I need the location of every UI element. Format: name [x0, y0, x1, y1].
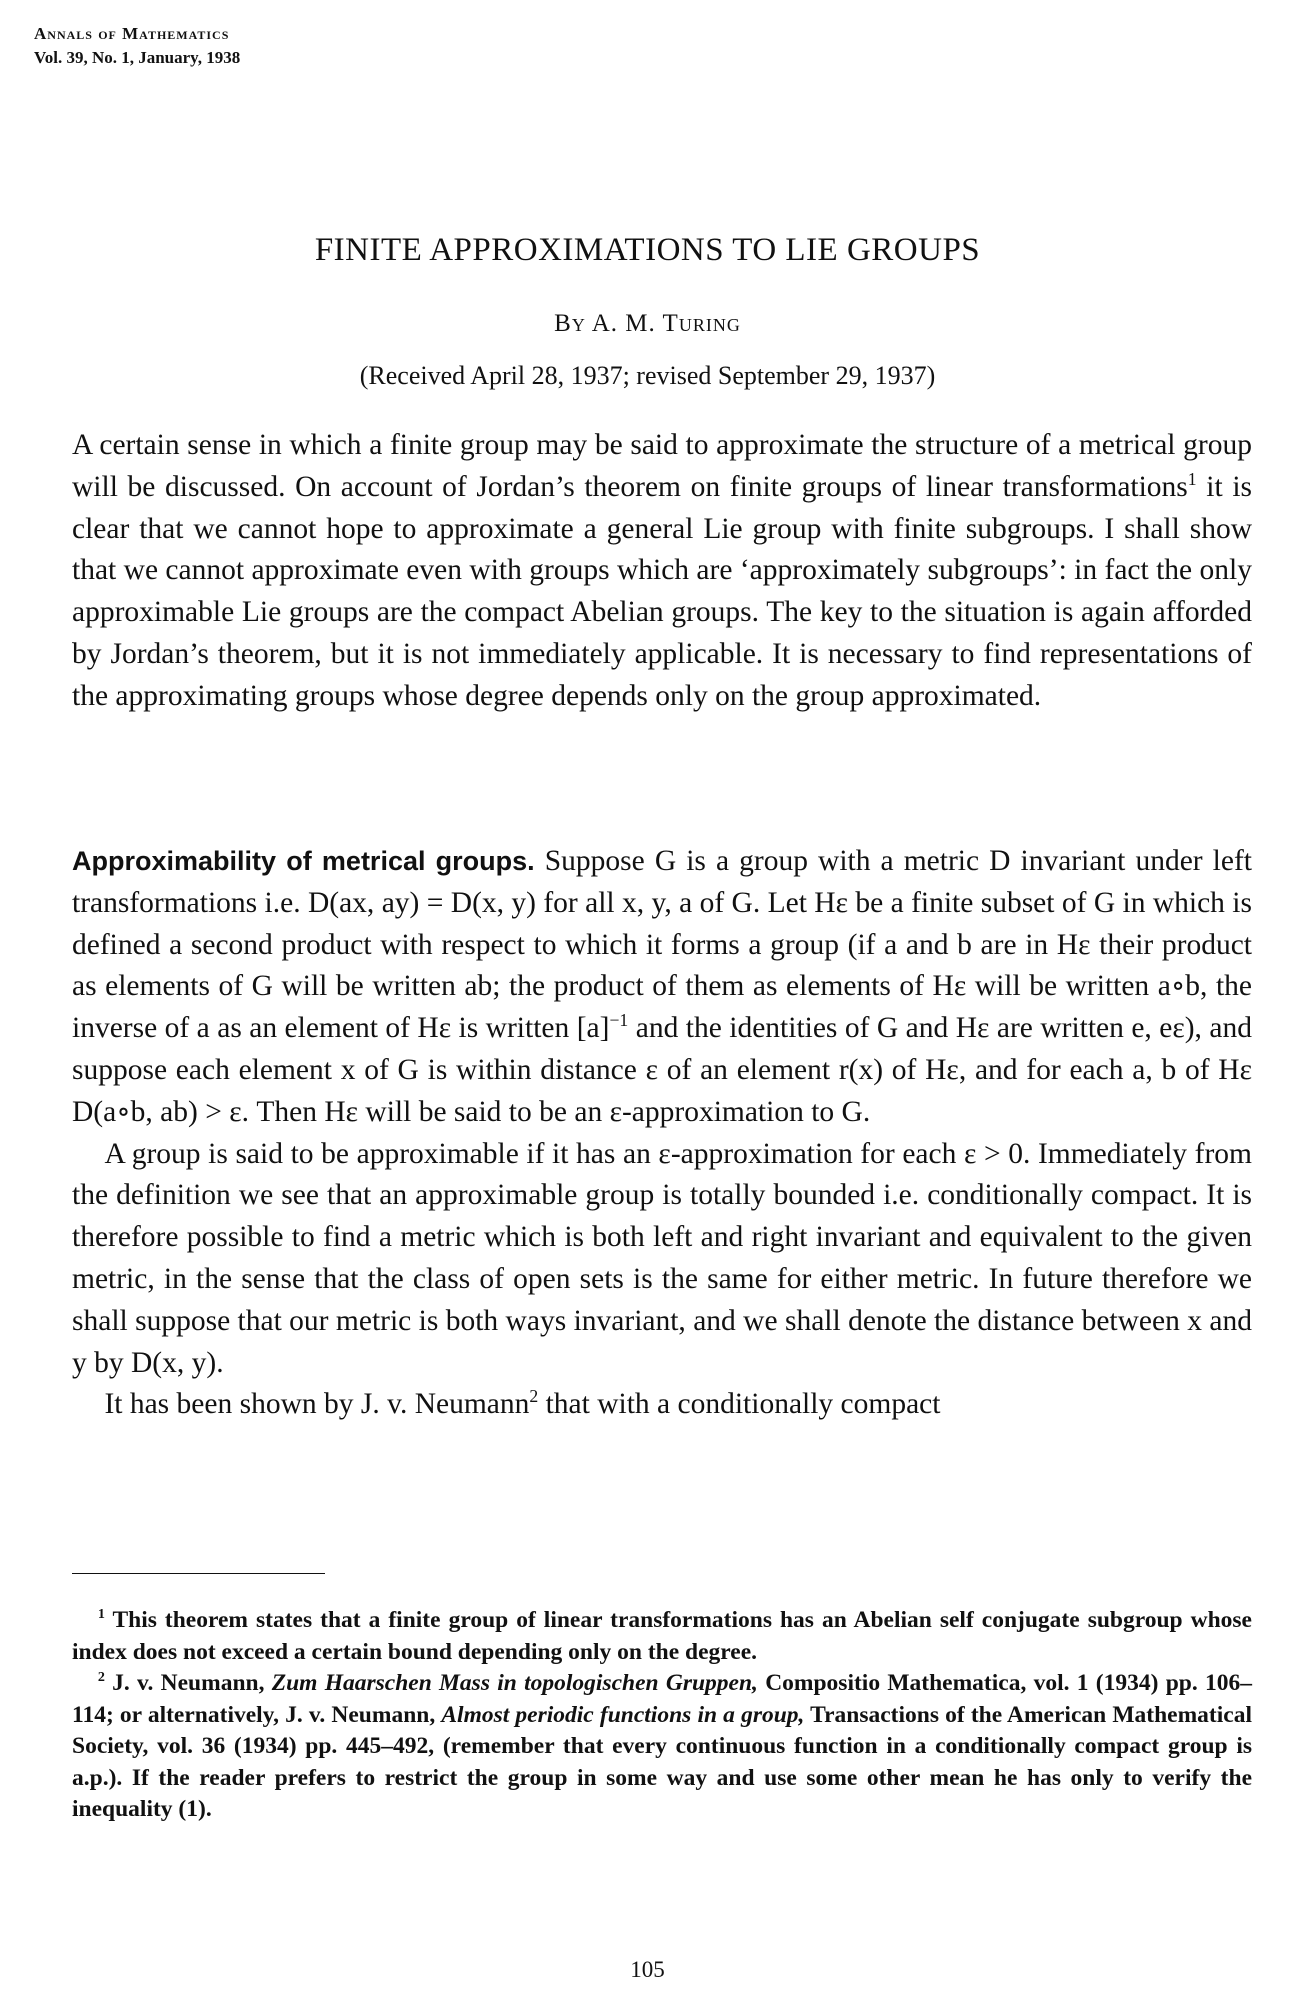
journal-issue: Vol. 39, No. 1, January, 1938	[34, 48, 241, 67]
inverse-superscript: −1	[609, 1010, 629, 1031]
footnote-2-title-2: Almost periodic functions in a group,	[441, 1701, 805, 1728]
footnotes	[72, 1605, 1252, 1826]
footnote-1	[72, 1605, 1252, 1668]
section-paragraph-3	[72, 1384, 1252, 1426]
section-paragraph-1	[72, 841, 1252, 1134]
footnote-2-text-b: Compositio Mathematica, vol. 1 (1934) pp. 106–114; or alternatively, J. v. Neumann,	[72, 1670, 1252, 1728]
abstract-text-b: it is clear that we cannot hope to approximate a general Lie group with finite subgroups. I shall show that we cannot approximate even with groups which are ‘approximately subgroups’: in fact the only approximable Lie groups are the compact Abelian groups. The key to the situation is again afforded by Jordan’s theorem, but it is not immediately applicable. It is necessary to find representations of the approximating groups whose degree depends only on the group approximated.	[72, 470, 1252, 712]
paper-title: FINITE APPROXIMATIONS TO LIE GROUPS	[314, 232, 981, 268]
p1-text-a: Suppose G is a group with a metric D invariant under left transformations i.e. D(ax, ay) = D(x, y) for all x, y, a of G. Let Hε be a finite subset of G in which is defined a second product with respect to which it forms a group (if a and b are in Hε their product as elements of G will be written ab; the product of them as elements of Hε will be written a∘b, the inverse of a as an element of Hε is written [a]	[72, 845, 1252, 1045]
footnote-1-number: 1	[97, 1606, 105, 1623]
journal-name: Annals of Mathematics	[34, 24, 230, 43]
p1-text-b: and the identities of G and Hε are written e, eε), and suppose each element x of G is within distance ε of an element r(x) of Hε, and for each a, b of Hε D(a∘b, ab) > ε. Then Hε will be said to be an ε-approximation to G.	[72, 1012, 1252, 1128]
footnote-ref-2: 2	[529, 1386, 539, 1407]
abstract-text	[72, 425, 1252, 718]
section-heading: Approximability of metrical groups.	[72, 846, 535, 876]
abstract-text-a: A certain sense in which a finite group may be said to approximate the structure of a metrical group will be discussed. On account of Jordan’s theorem on finite groups of linear transformations	[72, 429, 1252, 503]
footnote-2-text-a: J. v. Neumann,	[104, 1670, 272, 1696]
section-approximability	[72, 841, 1252, 1426]
footnote-2-number: 2	[97, 1669, 105, 1686]
section-paragraph-2: A group is said to be approximable if it has an ε-approximation for each ε > 0. Immediately from the definition we see that an approximable group is totally bounded i.e. conditionally compact. It is therefore possible to find a metric which is both left and right invariant and equivalent to the given metric, in the sense that the class of open sets is the same for either metric. In future therefore we shall suppose that our metric is both ways invariant, and we shall denote the distance between x and y by D(x, y).	[72, 1137, 1252, 1379]
page-number: 105	[630, 1957, 665, 1982]
footnote-2-text-c: Transactions of the American Mathematical Society, vol. 36 (1934) pp. 445–492, (remember that every continuous function in a conditionally compact group is a.p.). If the reader prefers to restrict the group in some way and use some other mean he has only to verify the inequality (1).	[72, 1701, 1252, 1822]
paper-author: By A. M. Turing	[554, 310, 741, 337]
p3-text-b: that with a conditionally compact	[538, 1388, 941, 1421]
footnote-2	[72, 1668, 1252, 1826]
p3-text-a: It has been shown by J. v. Neumann	[104, 1388, 530, 1421]
received-date: (Received April 28, 1937; revised September 29, 1937)	[359, 361, 936, 390]
journal-header	[34, 22, 240, 70]
footnote-1-text: This theorem states that a finite group of linear transformations has an Abelian self conjugate subgroup whose index does not exceed a certain bound depending only on the degree.	[72, 1607, 1252, 1665]
footnote-2-title-1: Zum Haarschen Mass in topologischen Gruppen,	[271, 1670, 758, 1696]
footnote-ref-1: 1	[1187, 468, 1197, 489]
footnote-divider	[72, 1573, 325, 1574]
abstract-paragraph	[72, 425, 1252, 718]
